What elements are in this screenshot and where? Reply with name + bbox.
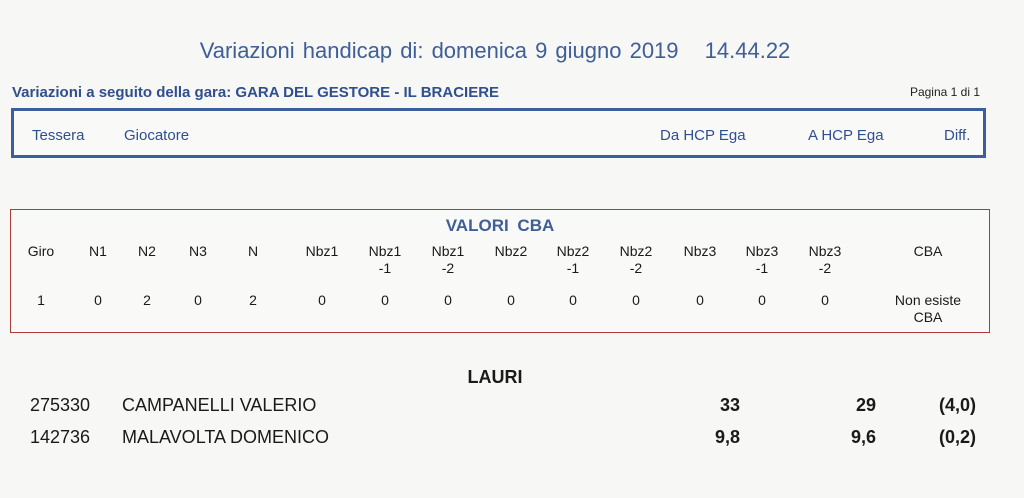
title-prefix: Variazioni handicap di:	[199, 38, 424, 63]
player-a-hcp: 9,6	[850, 427, 876, 447]
cba-value-cell	[420, 292, 476, 309]
player-name: CAMPANELLI VALERIO	[122, 395, 317, 415]
cba-header-line: N2	[138, 243, 156, 259]
cba-value-line: 0	[444, 292, 452, 308]
title-time: 14.44.22	[704, 38, 791, 63]
col-giocatore: Giocatore	[124, 127, 190, 144]
title-date: domenica 9 giugno 2019	[431, 38, 679, 63]
section-title: LAURI	[467, 367, 523, 387]
cba-header-line: Nbz2	[619, 243, 653, 259]
player-da-hcp: 9,8	[714, 427, 740, 447]
cba-header-cell	[127, 243, 167, 260]
cba-value-cell	[233, 292, 273, 309]
cba-header-line: N	[247, 243, 259, 259]
col-tessera: Tessera	[32, 127, 85, 144]
cba-header-line: -2	[818, 260, 832, 276]
cba-value-line: CBA	[913, 309, 943, 325]
cba-header-line: Nbz1	[431, 243, 465, 259]
page-info: Pagina 1 di 1	[909, 85, 980, 99]
cba-header-line: -1	[378, 260, 392, 276]
col-a-hcp: A HCP Ega	[808, 127, 884, 144]
player-tessera: 142736	[30, 427, 91, 447]
cba-header-line: Nbz2	[494, 243, 528, 259]
cba-header-line: N1	[89, 243, 107, 259]
cba-value-cell	[127, 292, 167, 309]
cba-value-cell	[357, 292, 413, 309]
player-row	[0, 427, 1024, 451]
cba-header-line: -1	[566, 260, 580, 276]
cba-value-line: 0	[318, 292, 326, 308]
cba-value-line: 2	[143, 292, 151, 308]
cba-value-line: 1	[37, 292, 45, 308]
cba-header-line: CBA	[913, 243, 943, 259]
player-row	[0, 395, 1024, 419]
cba-header-line: Nbz3	[808, 243, 842, 259]
cba-header-line: Nbz3	[745, 243, 779, 259]
cba-value-line: 0	[94, 292, 102, 308]
column-header-box	[11, 108, 986, 158]
player-diff: (0,2)	[938, 427, 976, 447]
cba-header-line: Nbz1	[368, 243, 402, 259]
cba-value-cell	[672, 292, 728, 309]
player-da-hcp: 33	[719, 395, 740, 415]
player-tessera: 275330	[30, 395, 91, 415]
cba-value-cell	[873, 292, 983, 326]
cba-header-line: -2	[629, 260, 643, 276]
cba-header-cell	[483, 243, 539, 260]
cba-header-cell	[233, 243, 273, 260]
cba-header-line: N3	[189, 243, 207, 259]
cba-value-cell	[797, 292, 853, 309]
player-diff: (4,0)	[938, 395, 976, 415]
cba-value-line: 0	[696, 292, 704, 308]
cba-value-line: Non esiste	[894, 292, 962, 308]
cba-value-line: 0	[381, 292, 389, 308]
cba-header-line: Nbz1	[305, 243, 339, 259]
cba-header-cell	[545, 243, 601, 277]
cba-value-cell	[608, 292, 664, 309]
cba-header-cell	[178, 243, 218, 260]
col-da-hcp: Da HCP Ega	[660, 127, 746, 144]
cba-title: VALORI CBA	[445, 216, 555, 235]
cba-value-line: 0	[821, 292, 829, 308]
report-subtitle: Variazioni a seguito della gara: GARA DEL GESTORE - IL BRACIERE	[12, 84, 500, 101]
cba-value-line: 0	[194, 292, 202, 308]
cba-value-cell	[16, 292, 66, 309]
report-title	[0, 38, 990, 64]
cba-header-cell	[357, 243, 413, 277]
cba-header-cell	[734, 243, 790, 277]
cba-header-line: -2	[441, 260, 455, 276]
cba-value-line: 0	[632, 292, 640, 308]
cba-header-cell	[78, 243, 118, 260]
cba-header-cell	[797, 243, 853, 277]
cba-header-cell	[608, 243, 664, 277]
cba-header-cell	[16, 243, 66, 260]
cba-header-cell	[672, 243, 728, 260]
cba-value-cell	[178, 292, 218, 309]
cba-header-line: Nbz2	[556, 243, 590, 259]
player-name: MALAVOLTA DOMENICO	[122, 427, 330, 447]
cba-header-line: Nbz3	[683, 243, 717, 259]
cba-value-cell	[734, 292, 790, 309]
cba-panel	[10, 209, 990, 333]
cba-header-line: -1	[755, 260, 769, 276]
cba-value-cell	[78, 292, 118, 309]
cba-header-cell	[873, 243, 983, 260]
cba-value-cell	[483, 292, 539, 309]
cba-value-line: 0	[569, 292, 577, 308]
cba-value-cell	[545, 292, 601, 309]
cba-header-cell	[294, 243, 350, 260]
cba-value-line: 0	[758, 292, 766, 308]
player-a-hcp: 29	[855, 395, 876, 415]
cba-value-cell	[294, 292, 350, 309]
cba-value-line: 0	[507, 292, 515, 308]
cba-header-line: Giro	[27, 243, 55, 259]
cba-header-cell	[420, 243, 476, 277]
col-diff: Diff.	[944, 127, 971, 144]
cba-value-line: 2	[249, 292, 257, 308]
